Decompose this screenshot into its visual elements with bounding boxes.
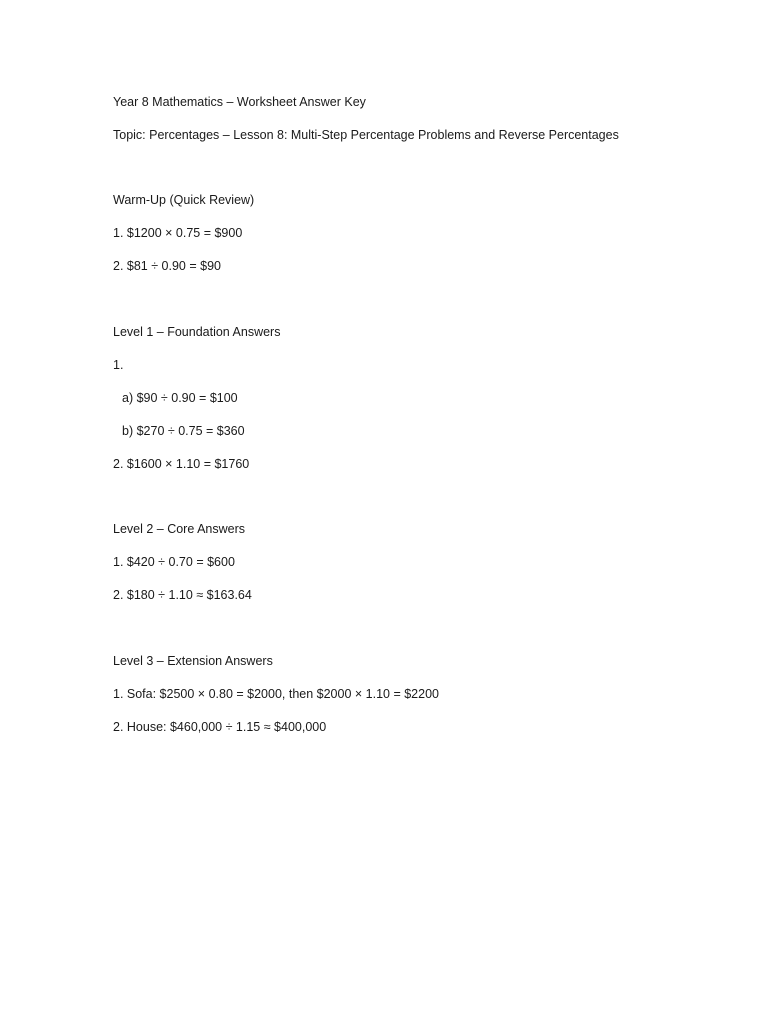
level1-answer-2: 2. $1600 × 1.10 = $1760: [113, 457, 250, 471]
level2-answer-1: 1. $420 ÷ 0.70 = $600: [113, 555, 235, 569]
level3-answer-2: 2. House: $460,000 ÷ 1.15 ≈ $400,000: [113, 720, 327, 734]
level1-q1-part-b: b) $270 ÷ 0.75 = $360: [122, 424, 245, 438]
warmup-answer-1: 1. $1200 × 0.75 = $900: [113, 226, 243, 240]
level2-heading: Level 2 – Core Answers: [113, 522, 246, 536]
document-title: Year 8 Mathematics – Worksheet Answer Key: [113, 95, 366, 109]
level3-heading: Level 3 – Extension Answers: [113, 654, 273, 668]
warmup-answer-2: 2. $81 ÷ 0.90 = $90: [113, 259, 221, 273]
warmup-heading: Warm-Up (Quick Review): [113, 193, 255, 207]
level2-answer-2: 2. $180 ÷ 1.10 ≈ $163.64: [113, 588, 252, 602]
level1-q1-part-a: a) $90 ÷ 0.90 = $100: [122, 391, 238, 405]
level1-heading: Level 1 – Foundation Answers: [113, 325, 281, 339]
level3-answer-1: 1. Sofa: $2500 × 0.80 = $2000, then $2000 × 1.10 = $2200: [113, 687, 439, 701]
level1-q1-number: 1.: [113, 358, 124, 372]
document-topic: Topic: Percentages – Lesson 8: Multi-Step Percentage Problems and Reverse Percentages: [113, 128, 619, 142]
